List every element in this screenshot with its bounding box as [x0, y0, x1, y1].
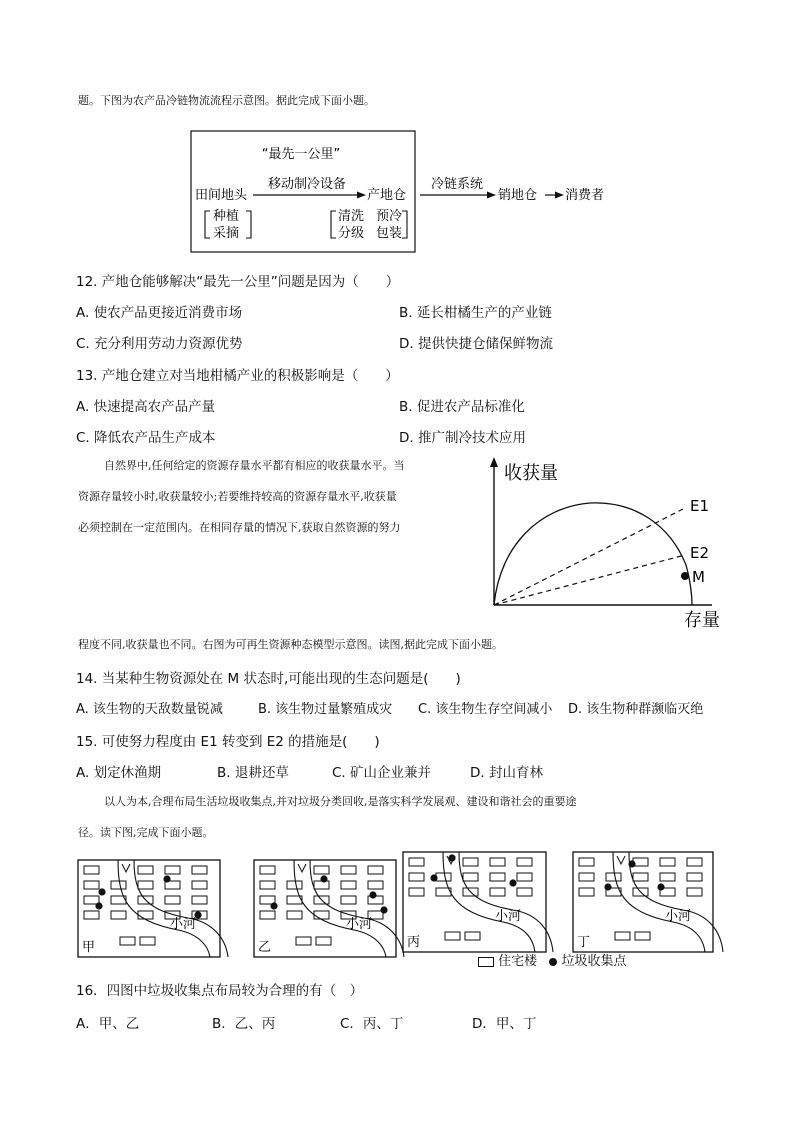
house [517, 858, 532, 866]
house [260, 911, 275, 919]
house [192, 881, 207, 889]
house [445, 932, 460, 940]
point-legend-icon [549, 958, 557, 966]
q12-stem: 12. 产地仓能够解决“最先一公里”问题是因为（ ） [76, 274, 400, 290]
pack-label: 包装 [376, 226, 403, 241]
harvest-curve [494, 503, 692, 605]
q16-stem: 16．四图中垃圾收集点布局较为合理的有（ ） [76, 983, 364, 999]
house [409, 873, 424, 881]
point-legend-label: 垃圾收集点 [561, 954, 627, 969]
house [368, 866, 383, 874]
river-label: 小河 [170, 917, 197, 932]
house [687, 858, 702, 866]
house [633, 873, 648, 881]
house [490, 873, 505, 881]
q14-option-c[interactable]: C. 该生物生存空间减小 [418, 702, 553, 717]
q15-stem: 15. 可使努力程度由 E1 转变到 E2 的措施是( ) [76, 734, 380, 750]
house [517, 888, 532, 896]
y-axis-label: 收获量 [504, 463, 558, 484]
house [84, 866, 99, 874]
house [579, 888, 594, 896]
garbage-point [163, 875, 170, 882]
house [138, 881, 153, 889]
house [579, 858, 594, 866]
map-legend [478, 950, 626, 969]
flow-arrow [122, 864, 130, 872]
effort-line-e1 [494, 508, 685, 605]
map-label: 乙 [258, 940, 272, 955]
house [517, 873, 532, 881]
cold-chain-label: 冷链系统 [430, 177, 484, 192]
house [606, 873, 621, 881]
plant-label: 种植 [213, 209, 240, 224]
house [687, 873, 702, 881]
q14-option-d[interactable]: D. 该生物种群濒临灭绝 [568, 702, 704, 717]
house [314, 911, 329, 919]
first-mile-label: “最先一公里” [261, 147, 341, 162]
house [463, 873, 478, 881]
q13-stem: 13. 产地仓建立对当地柑橘产业的积极影响是（ ） [76, 368, 399, 384]
house [687, 888, 702, 896]
passage2-line3: 必须控制在一定范围内。在相同存量的情况下,获取自然资源的努力 [78, 521, 401, 534]
q13-option-d[interactable]: D. 推广制冷技术应用 [399, 430, 526, 446]
q16-option-b[interactable]: B．乙、丙 [212, 1016, 276, 1032]
house [316, 937, 331, 945]
garbage-point [628, 860, 635, 867]
house [463, 858, 478, 866]
house [84, 896, 99, 904]
house [341, 896, 356, 904]
house [579, 873, 594, 881]
house [260, 881, 275, 889]
series-label-e2: E2 [690, 544, 710, 562]
house [138, 911, 153, 919]
cold-chain-flow-diagram [0, 0, 794, 270]
series-label-e1: E1 [690, 497, 710, 515]
q12-option-c[interactable]: C. 充分利用劳动力资源优势 [76, 336, 243, 352]
effort-line-e2 [494, 555, 685, 605]
passage2-line2: 资源存量较小时,收获量较小;若要维持较高的资源存量水平,收获量 [78, 490, 397, 503]
house [84, 881, 99, 889]
house [465, 932, 480, 940]
q14-option-a[interactable]: A. 该生物的天敌数量锐减 [76, 702, 223, 717]
q15-option-c[interactable]: C. 矿山企业兼并 [332, 765, 432, 781]
house [436, 873, 451, 881]
garbage-point [320, 875, 327, 882]
garbage-point [369, 891, 376, 898]
house [314, 866, 329, 874]
passage3-line2: 径。读下图,完成下面小题。 [78, 826, 214, 839]
house [490, 858, 505, 866]
house [120, 937, 135, 945]
house [111, 911, 126, 919]
flow-arrow [617, 856, 625, 864]
garbage-point [448, 854, 455, 861]
passage2-line1: 自然界中,任何给定的资源存量水平都有相应的收获量水平。当 [104, 459, 405, 472]
q13-option-b[interactable]: B. 促进农产品标准化 [399, 399, 525, 415]
grade-label: 分级 [338, 226, 365, 241]
q15-option-b[interactable]: B. 退耕还草 [217, 765, 289, 781]
river-label: 小河 [495, 909, 522, 924]
map-label: 丁 [577, 935, 591, 950]
q14-option-b[interactable]: B. 该生物过量繁殖成灾 [258, 702, 393, 717]
house-legend-icon [478, 957, 494, 967]
q16-option-a[interactable]: A．甲、乙 [76, 1016, 140, 1032]
q15-option-a[interactable]: A. 划定休渔期 [76, 765, 162, 781]
clean-label: 清洗 [338, 209, 365, 224]
q16-option-d[interactable]: D．甲、丁 [472, 1016, 537, 1032]
house [165, 866, 180, 874]
garbage-point-maps [0, 840, 794, 975]
house [409, 888, 424, 896]
q12-option-a[interactable]: A. 使农产品更接近消费市场 [76, 305, 243, 321]
x-axis-label: 存量 [684, 610, 720, 631]
q12-option-b[interactable]: B. 延长柑橘生产的产业链 [399, 305, 552, 321]
house [287, 911, 302, 919]
q13-option-c[interactable]: C. 降低农产品生产成本 [76, 430, 216, 446]
house [192, 896, 207, 904]
river-label: 小河 [665, 909, 692, 924]
garbage-point [657, 883, 664, 890]
house [165, 896, 180, 904]
passage3-line1: 以人为本,合理布局生活垃圾收集点,并对垃圾分类回收,是落实科学发展观、建设和谐社会的重要途 [104, 795, 577, 808]
garbage-point [270, 902, 277, 909]
precool-label: 预冷 [376, 209, 403, 224]
house [140, 937, 155, 945]
pick-label: 采摘 [213, 226, 240, 241]
origin-warehouse-label: 产地仓 [367, 188, 407, 203]
house [111, 881, 126, 889]
passage2-line4: 程度不同,收获量也不同。右图为可再生资源种态模型示意图。读图,据此完成下面小题。 [78, 638, 503, 651]
garbage-point [194, 911, 201, 918]
q13-option-a[interactable]: A. 快速提高农产品产量 [76, 399, 216, 415]
house [138, 866, 153, 874]
house [635, 932, 650, 940]
house [660, 858, 675, 866]
house [296, 937, 311, 945]
point-m-label: M [692, 568, 705, 586]
map-label: 甲 [82, 940, 96, 955]
harvest-stock-chart [480, 455, 730, 635]
point-m [681, 572, 689, 580]
intro-line: 题。下图为农产品冷链物流流程示意图。据此完成下面小题。 [78, 94, 375, 107]
house [368, 881, 383, 889]
q15-option-d[interactable]: D. 封山育林 [470, 765, 543, 781]
q12-option-d[interactable]: D. 提供快捷仓储保鲜物流 [399, 336, 553, 352]
garbage-point [604, 883, 611, 890]
field-label: 田间地头 [195, 188, 248, 203]
garbage-point [380, 906, 387, 913]
mobile-cooling-label: 移动制冷设备 [267, 177, 347, 192]
house [660, 873, 675, 881]
house [490, 888, 505, 896]
flow-arrow [298, 864, 306, 872]
house [260, 866, 275, 874]
house-legend-label: 住宅楼 [498, 954, 538, 969]
river-label: 小河 [346, 917, 373, 932]
map-label: 丙 [407, 935, 421, 950]
house [615, 932, 630, 940]
garbage-point [430, 874, 437, 881]
garbage-point [98, 888, 105, 895]
garbage-point [509, 879, 516, 886]
house [314, 881, 329, 889]
q16-option-c[interactable]: C．丙、丁 [340, 1016, 404, 1032]
consumer-label: 消费者 [565, 188, 605, 203]
sales-warehouse-label: 销地仓 [498, 188, 538, 203]
house [341, 866, 356, 874]
house [287, 881, 302, 889]
house [84, 911, 99, 919]
house [192, 866, 207, 874]
q14-stem: 14. 当某种生物资源处在 M 状态时,可能出现的生态问题是( ) [76, 671, 461, 687]
house [341, 881, 356, 889]
house [409, 858, 424, 866]
garbage-point [95, 902, 102, 909]
